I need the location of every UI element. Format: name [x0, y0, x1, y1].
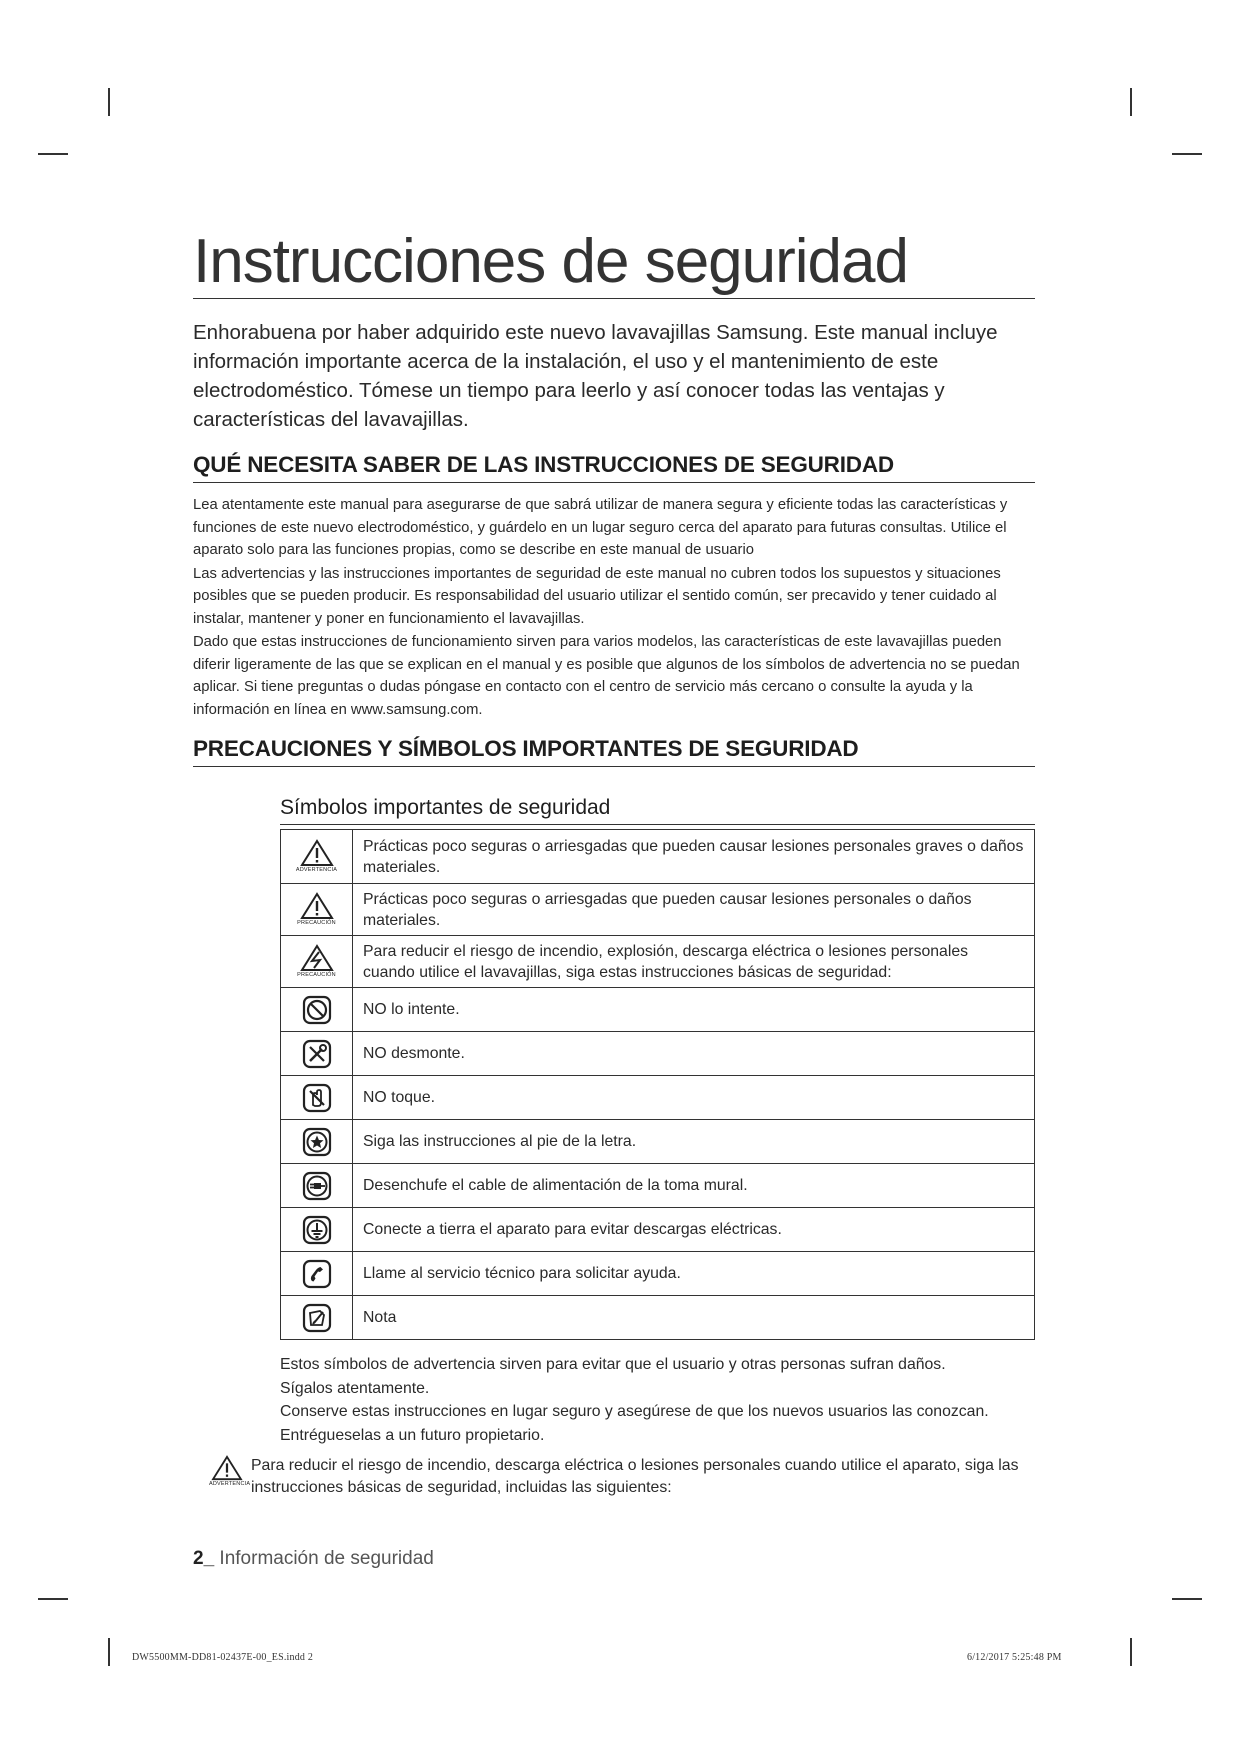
crop-mark: [1172, 1598, 1202, 1600]
symbol-caption: ADVERTENCIA: [295, 867, 338, 873]
page-footer: [193, 1548, 434, 1570]
section-heading-know: QUÉ NECESITA SABER DE LAS INSTRUCCIONES DE SEGURIDAD: [193, 450, 1035, 483]
table-row: [281, 936, 1035, 988]
symbol-description: Prácticas poco seguras o arriesgadas que pueden causar lesiones personales o daños materiales.: [353, 884, 1035, 936]
table-row: [281, 1208, 1035, 1252]
table-row: [281, 1032, 1035, 1076]
page-number: 2_: [193, 1548, 215, 1569]
phone-icon: [302, 1259, 332, 1289]
no-touch-icon: [302, 1083, 332, 1113]
table-row: [281, 1296, 1035, 1340]
symbols-subheading: Símbolos importantes de seguridad: [280, 794, 1035, 825]
symbol-description: NO desmonte.: [353, 1032, 1035, 1076]
table-row: [281, 884, 1035, 936]
page-title-block: [193, 226, 1035, 299]
note-icon: [302, 1303, 332, 1333]
crop-mark: [1172, 153, 1202, 155]
symbol-description: Para reducir el riesgo de incendio, explosión, descarga eléctrica o lesiones personales cuando utilice el lavavajillas, siga estas instrucciones básicas de seguridad:: [353, 936, 1035, 988]
table-row: [281, 988, 1035, 1032]
print-slug-file: DW5500MM-DD81-02437E-00_ES.indd 2: [132, 1652, 314, 1663]
note-line: Estos símbolos de advertencia sirven para evitar que el usuario y otras personas sufran daños.: [280, 1356, 946, 1373]
caution-triangle-icon: [300, 892, 334, 920]
table-row: [281, 1164, 1035, 1208]
note-line: Entrégueselas a un futuro propietario.: [280, 1426, 545, 1444]
symbol-description: Prácticas poco seguras o arriesgadas que pueden causar lesiones personales graves o daños materiales.: [353, 830, 1035, 884]
warning-triangle-icon: [300, 839, 334, 867]
crop-mark: [1130, 1638, 1132, 1666]
crop-mark: [108, 1638, 110, 1666]
symbol-description: Desenchufe el cable de alimentación de la toma mural.: [353, 1164, 1035, 1208]
warning-caption: ADVERTENCIA: [209, 1481, 251, 1487]
section-body-know: [193, 494, 1035, 722]
paragraph: Las advertencias y las instrucciones importantes de seguridad de este manual no cubren todos los supuestos y situaciones posibles que se pueden producir. Es responsabilidad del usuario utilizar el sentido común, ser precavido y tener cuidado al instalar, mantener y poner en funcionamiento el lavavajillas.: [193, 565, 1001, 627]
symbol-description: NO toque.: [353, 1076, 1035, 1120]
warning-text: Para reducir el riesgo de incendio, descarga eléctrica o lesiones personales cuando utilice el aparato, siga las instrucciones básicas de seguridad, incluidas las siguientes:: [251, 1457, 1019, 1496]
symbol-description: Siga las instrucciones al pie de la letra.: [353, 1120, 1035, 1164]
no-disassemble-icon: [302, 1039, 332, 1069]
table-row: [281, 1076, 1035, 1120]
symbol-description: Conecte a tierra el aparato para evitar descargas eléctricas.: [353, 1208, 1035, 1252]
print-slug-timestamp: 6/12/2017 5:25:48 PM: [967, 1652, 1062, 1663]
note-line: Sígalos atentamente.: [280, 1379, 430, 1397]
footer-label: Información de seguridad: [214, 1548, 434, 1569]
section-heading-precautions: PRECAUCIONES Y SÍMBOLOS IMPORTANTES DE SEGURIDAD: [193, 734, 1035, 767]
symbol-caption: PRECAUCIÓN: [297, 972, 336, 978]
crop-mark: [38, 1598, 68, 1600]
crop-mark: [38, 153, 68, 155]
ground-icon: [302, 1215, 332, 1245]
intro-paragraph: Enhorabuena por haber adquirido este nuevo lavavajillas Samsung. Este manual incluye información importante acerca de la instalación, el uso y el mantenimiento de este electrodoméstico. Tómese un tiempo para leerlo y así conocer todas las ventajas y características del lavavajillas.: [193, 321, 998, 431]
note-line: Conserve estas instrucciones en lugar seguro y asegúrese de que los nuevos usuarios las conozcan.: [280, 1403, 989, 1420]
crop-mark: [108, 88, 110, 116]
symbol-caption: PRECAUCIÓN: [297, 920, 336, 926]
symbols-notes: [280, 1353, 1035, 1447]
prohibited-icon: [302, 995, 332, 1025]
page-title: Instrucciones de seguridad: [193, 227, 909, 296]
paragraph: Dado que estas instrucciones de funcionamiento sirven para varios modelos, las características de este lavavajillas pueden diferir ligeramente de las que se explican en el manual y es posible que algunos de los símbolos de advertencia no se puedan aplicar. Si tiene preguntas o dudas póngase en contacto con el centro de servicio más cercano o consulte la ayuda y la información en línea en www.samsung.com.: [193, 634, 1020, 718]
table-row: [281, 830, 1035, 884]
electric-caution-icon: [300, 944, 334, 972]
paragraph: Lea atentamente este manual para asegurarse de que sabrá utilizar de manera segura y eficiente todas las características y funciones de este nuevo electrodoméstico, y guárdelo en un lugar seguro cerca del aparato para futuras consultas. Utilice el aparato solo para las funciones propias, como se describe en este manual de usuario: [193, 497, 1008, 558]
symbol-description: NO lo intente.: [353, 988, 1035, 1032]
symbols-table: [280, 829, 1035, 1340]
warning-triangle-icon: [211, 1455, 243, 1481]
symbol-description: Llame al servicio técnico para solicitar ayuda.: [353, 1252, 1035, 1296]
follow-instructions-icon: [302, 1127, 332, 1157]
symbol-description: Nota: [353, 1296, 1035, 1340]
table-row: [281, 1120, 1035, 1164]
unplug-icon: [302, 1171, 332, 1201]
crop-mark: [1130, 88, 1132, 116]
table-row: [281, 1252, 1035, 1296]
